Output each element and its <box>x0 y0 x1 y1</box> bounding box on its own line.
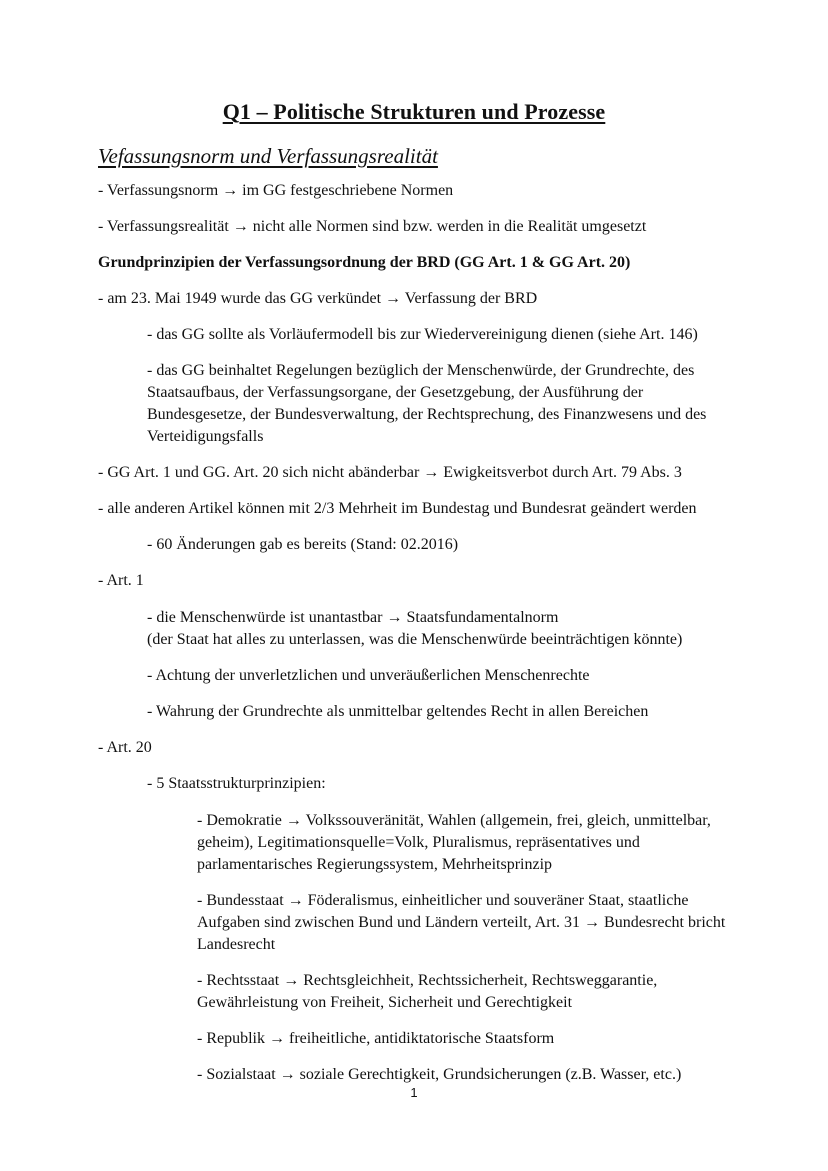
bullet-sozialstaat: - Sozialstaat → soziale Gerechtigkeit, Grundsicherungen (z.B. Wasser, etc.) <box>197 1066 682 1083</box>
bullet-republik: - Republik → freiheitliche, antidiktatorische Staatsform <box>197 1030 555 1047</box>
document-title: Q1 – Politische Strukturen und Prozesse <box>222 99 606 124</box>
bullet-andere-artikel: - alle anderen Artikel können mit 2/3 Mehrheit im Bundestag und Bundesrat geändert werden <box>98 500 697 517</box>
bullet-aenderungen: - 60 Änderungen gab es bereits (Stand: 02.2016) <box>147 536 459 553</box>
section-heading: Vefassungsnorm und Verfassungsrealität <box>98 144 438 168</box>
bullet-gg-regelungen: - das GG beinhaltet Regelungen bezüglich der Menschenwürde, der Grundrechte, des Staatsaufbaus, der Verfassungsorgane, der Gesetzgebung, der Ausführung der Bundesgesetze, der Bundesverwaltung, der Rechtsprechung, des Finanzwesens und des Verteidigungsfalls <box>147 362 707 445</box>
bullet-verfassungsrealitaet: - Verfassungsrealität → nicht alle Normen sind bzw. werden in die Realität umgesetzt <box>98 218 647 235</box>
bullet-menschenrechte: - Achtung der unverletzlichen und unveräußerlichen Menschenrechte <box>147 667 590 684</box>
bullet-grundrechte: - Wahrung der Grundrechte als unmittelbar geltendes Recht in allen Bereichen <box>147 703 649 720</box>
bullet-staatsstrukturprinzipien: - 5 Staatsstrukturprinzipien: <box>147 775 326 792</box>
subheading-grundprinzipien: Grundprinzipien der Verfassungsordnung der BRD (GG Art. 1 & GG Art. 20) <box>98 254 631 271</box>
bullet-menschenwuerde: - die Menschenwürde ist unantastbar → Staatsfundamentalnorm <box>147 609 559 626</box>
bullet-demokratie: - Demokratie → Volkssouveränität, Wahlen (allgemein, frei, gleich, unmittelbar, geheim), Legitimationsquelle=Volk, Pluralismus, repräsentatives und parlamentarisches Regierungssystem, Mehrheitsprinzip <box>197 812 711 873</box>
bullet-art-1: - Art. 1 <box>98 572 144 589</box>
bullet-gg-verkuendet: - am 23. Mai 1949 wurde das GG verkündet → Verfassung der BRD <box>98 290 538 307</box>
page-number: 1 <box>410 1085 418 1100</box>
bullet-rechtsstaat: - Rechtsstaat → Rechtsgleichheit, Rechtssicherheit, Rechtsweggarantie, Gewährleistung von Freiheit, Sicherheit und Gerechtigkeit <box>197 972 658 1011</box>
bullet-art-20: - Art. 20 <box>98 739 152 756</box>
bullet-bundesstaat: - Bundesstaat → Föderalismus, einheitlicher und souveräner Staat, staatliche Aufgaben sind zwischen Bund und Ländern verteilt, Art. 31 → Bundesrecht bricht Landesrecht <box>197 892 726 953</box>
bullet-ewigkeitsverbot: - GG Art. 1 und GG. Art. 20 sich nicht abänderbar → Ewigkeitsverbot durch Art. 79 Abs. 3 <box>98 464 682 481</box>
bullet-vorlaeufermodell: - das GG sollte als Vorläufermodell bis zur Wiedervereinigung dienen (siehe Art. 146) <box>147 326 698 343</box>
bullet-verfassungsnorm: - Verfassungsnorm → im GG festgeschriebene Normen <box>98 182 454 199</box>
menschenwuerde-note: (der Staat hat alles zu unterlassen, was die Menschenwürde beeinträchtigen könnte) <box>147 631 683 648</box>
